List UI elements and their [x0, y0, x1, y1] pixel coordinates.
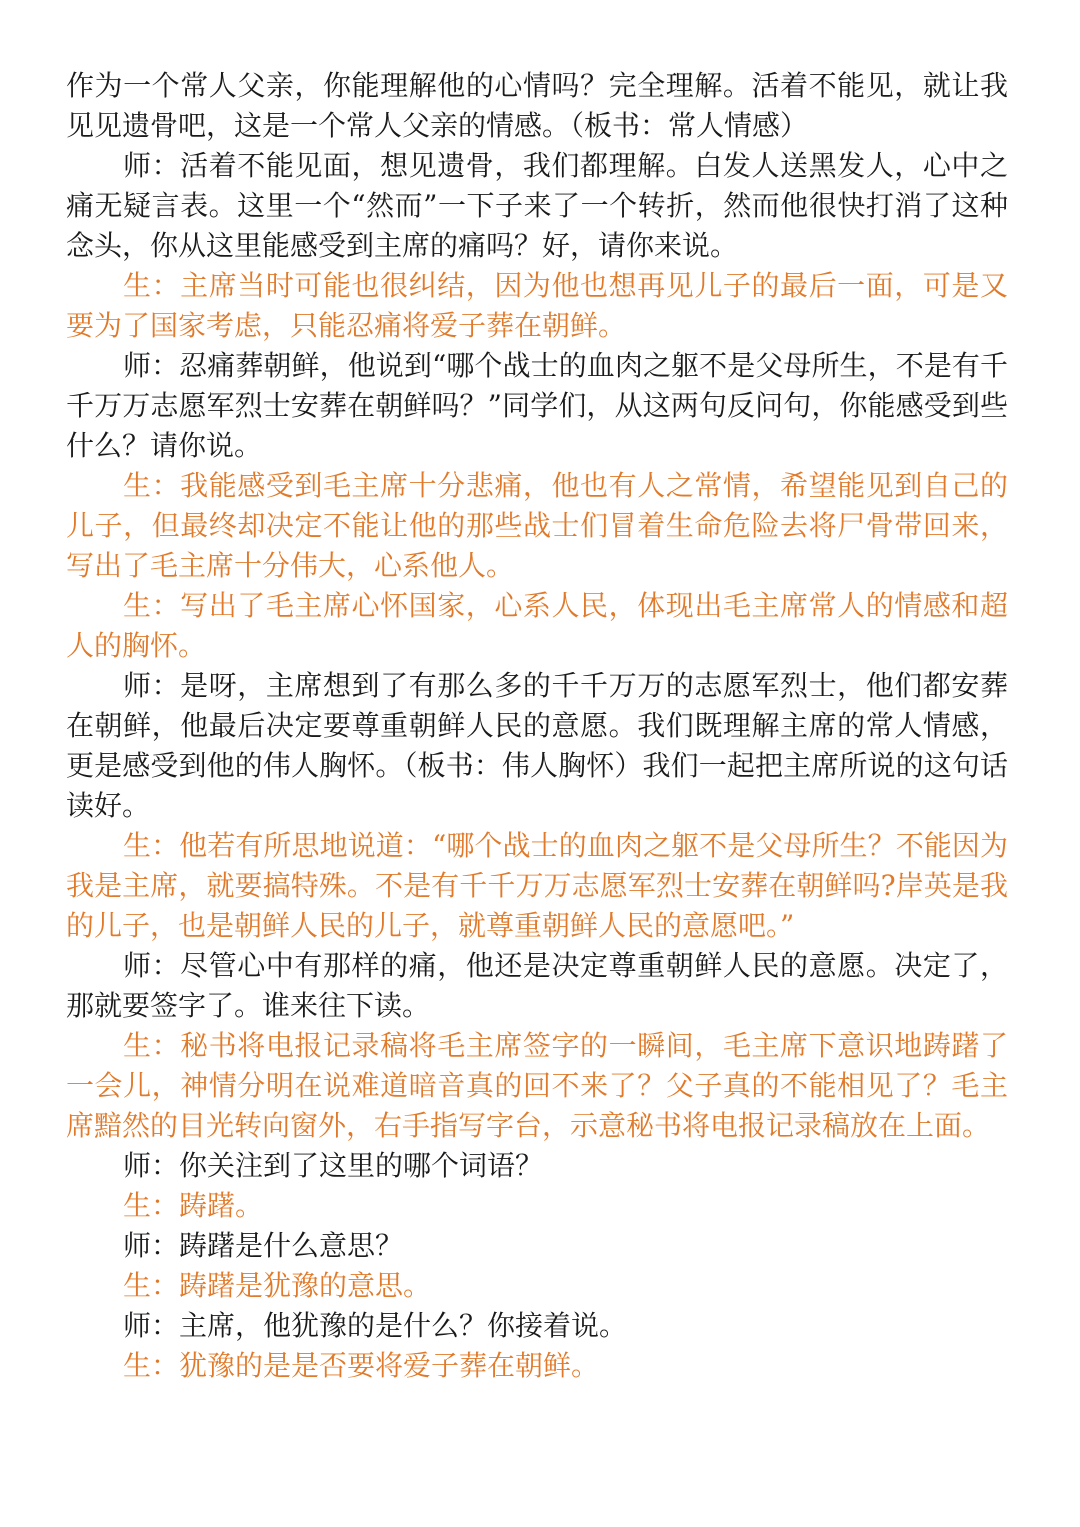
paragraph-teacher: 师：活着不能见面，想见遗骨，我们都理解。白发人送黑发人，心中之痛无疑言表。这里一个“然而”一下子来了一个转折，然而他很快打消了这种念头，你从这里能感受到主席的痛吗？好，请你来说。 [66, 149, 1008, 262]
paragraph-student: 生：他若有所思地说道：“哪个战士的血肉之躯不是父母所生？不能因为我是主席，就要搞特殊。不是有千千万万志愿军烈士安葬在朝鲜吗?岸英是我的儿子，也是朝鲜人民的儿子，就尊重朝鲜人民的意愿吧。” [66, 829, 1008, 942]
paragraph-teacher: 师：你关注到了这里的哪个词语？ [123, 1149, 544, 1182]
paragraph-teacher: 师：忍痛葬朝鲜，他说到“哪个战士的血肉之躯不是父母所生，不是有千千万万志愿军烈士安葬在朝鲜吗？”同学们，从这两句反问句，你能感受到些什么？请你说。 [66, 349, 1008, 462]
paragraph-student: 生：踌躇。 [123, 1189, 264, 1222]
document-page [66, 66, 1008, 1386]
paragraph-teacher: 师：是呀，主席想到了有那么多的千千万万的志愿军烈士，他们都安葬在朝鲜，他最后决定要尊重朝鲜人民的意愿。我们既理解主席的常人情感，更是感受到他的伟人胸怀。（板书：伟人胸怀）我们一起把主席所说的这句话读好。 [66, 669, 1008, 822]
paragraph-teacher: 师：踌躇是什么意思？ [123, 1229, 404, 1262]
paragraph-student: 生：犹豫的是是否要将爱子葬在朝鲜。 [123, 1349, 600, 1382]
paragraph-student: 生：我能感受到毛主席十分悲痛，他也有人之常情，希望能见到自己的儿子，但最终却决定不能让他的那些战士们冒着生命危险去将尸骨带回来，写出了毛主席十分伟大，心系他人。 [66, 469, 1008, 582]
paragraph-student: 生：秘书将电报记录稿将毛主席签字的一瞬间，毛主席下意识地踌躇了一会儿，神情分明在说难道暗音真的回不来了？父子真的不能相见了？毛主席黯然的目光转向窗外，右手指写字台，示意秘书将电报记录稿放在上面。 [66, 1029, 1008, 1142]
paragraph-student: 生：写出了毛主席心怀国家，心系人民，体现出毛主席常人的情感和超人的胸怀。 [66, 589, 1008, 662]
paragraph-teacher: 师：主席，他犹豫的是什么？你接着说。 [123, 1309, 628, 1342]
paragraph-continuation: 作为一个常人父亲，你能理解他的心情吗？完全理解。活着不能见，就让我见见遗骨吧，这是一个常人父亲的情感。（板书：常人情感） [66, 69, 1008, 142]
paragraph-teacher: 师：尽管心中有那样的痛，他还是决定尊重朝鲜人民的意愿。决定了，那就要签字了。谁来往下读。 [66, 949, 1008, 1022]
paragraph-student: 生：踌躇是犹豫的意思。 [123, 1269, 432, 1302]
paragraph-student: 生：主席当时可能也很纠结，因为他也想再见儿子的最后一面，可是又要为了国家考虑，只能忍痛将爱子葬在朝鲜。 [66, 269, 1008, 342]
